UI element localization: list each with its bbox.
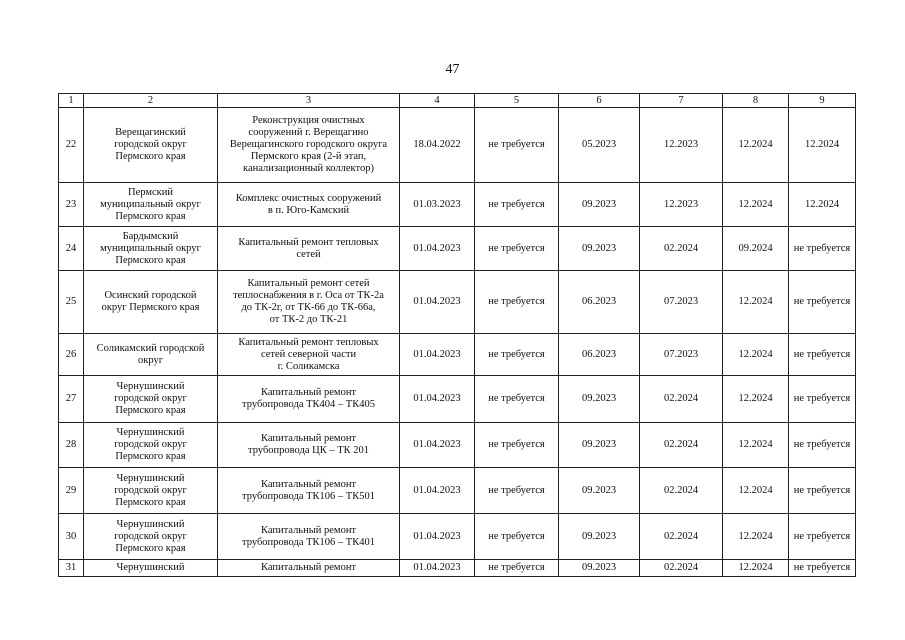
row-number-cell: 27 <box>59 376 84 423</box>
municipality-cell: Чернушинский <box>84 560 218 577</box>
table-body <box>59 94 856 577</box>
start-date-cell: 09.2023 <box>559 376 640 423</box>
row-number-cell: 22 <box>59 108 84 183</box>
municipality-cell: Соликамский городской округ <box>84 334 218 376</box>
municipality-cell: Чернушинский городской округ Пермского края <box>84 468 218 514</box>
completion-cell: не требуется <box>789 271 856 334</box>
table-row <box>59 183 856 227</box>
start-date-cell: 09.2023 <box>559 183 640 227</box>
commissioning-cell: 12.2024 <box>723 271 789 334</box>
start-date-cell: 09.2023 <box>559 423 640 468</box>
date-cell: 01.04.2023 <box>400 560 475 577</box>
row-number-cell: 24 <box>59 227 84 271</box>
commissioning-cell: 12.2024 <box>723 468 789 514</box>
date-cell: 01.04.2023 <box>400 271 475 334</box>
municipality-cell: Верещагинский городской округ Пермского края <box>84 108 218 183</box>
header-cell-3: 3 <box>218 94 400 108</box>
commissioning-cell: 12.2024 <box>723 423 789 468</box>
object-name-cell: Капитальный ремонт тепловых сетей <box>218 227 400 271</box>
end-date-cell: 12.2023 <box>640 183 723 227</box>
start-date-cell: 09.2023 <box>559 514 640 560</box>
object-name-cell: Комплекс очистных сооружений в п. Юго-Камский <box>218 183 400 227</box>
commissioning-cell: 12.2024 <box>723 560 789 577</box>
date-cell: 01.04.2023 <box>400 334 475 376</box>
completion-cell: не требуется <box>789 468 856 514</box>
row-number-cell: 30 <box>59 514 84 560</box>
completion-cell: не требуется <box>789 560 856 577</box>
header-cell-7: 7 <box>640 94 723 108</box>
object-name-cell: Капитальный ремонт трубопровода ТК106 – ТК501 <box>218 468 400 514</box>
start-date-cell: 09.2023 <box>559 560 640 577</box>
date-cell: 01.03.2023 <box>400 183 475 227</box>
municipality-cell: Пермский муниципальный округ Пермского края <box>84 183 218 227</box>
object-name-cell: Капитальный ремонт <box>218 560 400 577</box>
object-name-cell: Капитальный ремонт трубопровода ЦК – ТК 201 <box>218 423 400 468</box>
date-cell: 01.04.2023 <box>400 376 475 423</box>
data-table <box>58 93 856 577</box>
expertise-cell: не требуется <box>475 423 559 468</box>
end-date-cell: 02.2024 <box>640 514 723 560</box>
table-row <box>59 271 856 334</box>
end-date-cell: 02.2024 <box>640 423 723 468</box>
end-date-cell: 02.2024 <box>640 468 723 514</box>
municipality-cell: Бардымский муниципальный округ Пермского края <box>84 227 218 271</box>
row-number-cell: 26 <box>59 334 84 376</box>
row-number-cell: 29 <box>59 468 84 514</box>
expertise-cell: не требуется <box>475 514 559 560</box>
completion-cell: 12.2024 <box>789 108 856 183</box>
table-row <box>59 334 856 376</box>
end-date-cell: 12.2023 <box>640 108 723 183</box>
row-number-cell: 23 <box>59 183 84 227</box>
date-cell: 18.04.2022 <box>400 108 475 183</box>
completion-cell: не требуется <box>789 376 856 423</box>
date-cell: 01.04.2023 <box>400 468 475 514</box>
expertise-cell: не требуется <box>475 271 559 334</box>
header-cell-8: 8 <box>723 94 789 108</box>
start-date-cell: 06.2023 <box>559 271 640 334</box>
completion-cell: не требуется <box>789 514 856 560</box>
date-cell: 01.04.2023 <box>400 514 475 560</box>
end-date-cell: 02.2024 <box>640 376 723 423</box>
completion-cell: 12.2024 <box>789 183 856 227</box>
commissioning-cell: 12.2024 <box>723 514 789 560</box>
end-date-cell: 07.2023 <box>640 334 723 376</box>
commissioning-cell: 12.2024 <box>723 334 789 376</box>
table-row <box>59 108 856 183</box>
commissioning-cell: 12.2024 <box>723 376 789 423</box>
table-row <box>59 423 856 468</box>
header-cell-9: 9 <box>789 94 856 108</box>
header-cell-4: 4 <box>400 94 475 108</box>
expertise-cell: не требуется <box>475 560 559 577</box>
completion-cell: не требуется <box>789 423 856 468</box>
header-cell-6: 6 <box>559 94 640 108</box>
header-cell-1: 1 <box>59 94 84 108</box>
expertise-cell: не требуется <box>475 376 559 423</box>
commissioning-cell: 09.2024 <box>723 227 789 271</box>
object-name-cell: Капитальный ремонт трубопровода ТК404 – ТК405 <box>218 376 400 423</box>
header-cell-2: 2 <box>84 94 218 108</box>
header-cell-5: 5 <box>475 94 559 108</box>
object-name-cell: Капитальный ремонт сетей теплоснабжения в г. Оса от ТК-2а до ТК-2г, от ТК-66 до ТК-66а, от ТК-2 до ТК-21 <box>218 271 400 334</box>
completion-cell: не требуется <box>789 227 856 271</box>
municipality-cell: Чернушинский городской округ Пермского края <box>84 514 218 560</box>
row-number-cell: 28 <box>59 423 84 468</box>
municipality-cell: Чернушинский городской округ Пермского края <box>84 376 218 423</box>
row-number-cell: 25 <box>59 271 84 334</box>
municipality-cell: Чернушинский городской округ Пермского края <box>84 423 218 468</box>
commissioning-cell: 12.2024 <box>723 108 789 183</box>
object-name-cell: Реконструкция очистных сооружений г. Верещагино Верещагинского городского округа Пермского края (2-й этап, канализационный коллектор) <box>218 108 400 183</box>
date-cell: 01.04.2023 <box>400 227 475 271</box>
completion-cell: не требуется <box>789 334 856 376</box>
end-date-cell: 07.2023 <box>640 271 723 334</box>
page-number: 47 <box>445 62 460 77</box>
table-row <box>59 468 856 514</box>
end-date-cell: 02.2024 <box>640 560 723 577</box>
start-date-cell: 05.2023 <box>559 108 640 183</box>
object-name-cell: Капитальный ремонт тепловых сетей северной части г. Соликамска <box>218 334 400 376</box>
start-date-cell: 09.2023 <box>559 227 640 271</box>
table-row <box>59 376 856 423</box>
start-date-cell: 06.2023 <box>559 334 640 376</box>
end-date-cell: 02.2024 <box>640 227 723 271</box>
start-date-cell: 09.2023 <box>559 468 640 514</box>
commissioning-cell: 12.2024 <box>723 183 789 227</box>
expertise-cell: не требуется <box>475 108 559 183</box>
table-row <box>59 514 856 560</box>
table-row <box>59 560 856 577</box>
expertise-cell: не требуется <box>475 183 559 227</box>
object-name-cell: Капитальный ремонт трубопровода ТК106 – ТК401 <box>218 514 400 560</box>
table-row <box>59 227 856 271</box>
expertise-cell: не требуется <box>475 227 559 271</box>
municipality-cell: Осинский городской округ Пермского края <box>84 271 218 334</box>
row-number-cell: 31 <box>59 560 84 577</box>
date-cell: 01.04.2023 <box>400 423 475 468</box>
expertise-cell: не требуется <box>475 468 559 514</box>
table-header-row <box>59 94 856 108</box>
expertise-cell: не требуется <box>475 334 559 376</box>
